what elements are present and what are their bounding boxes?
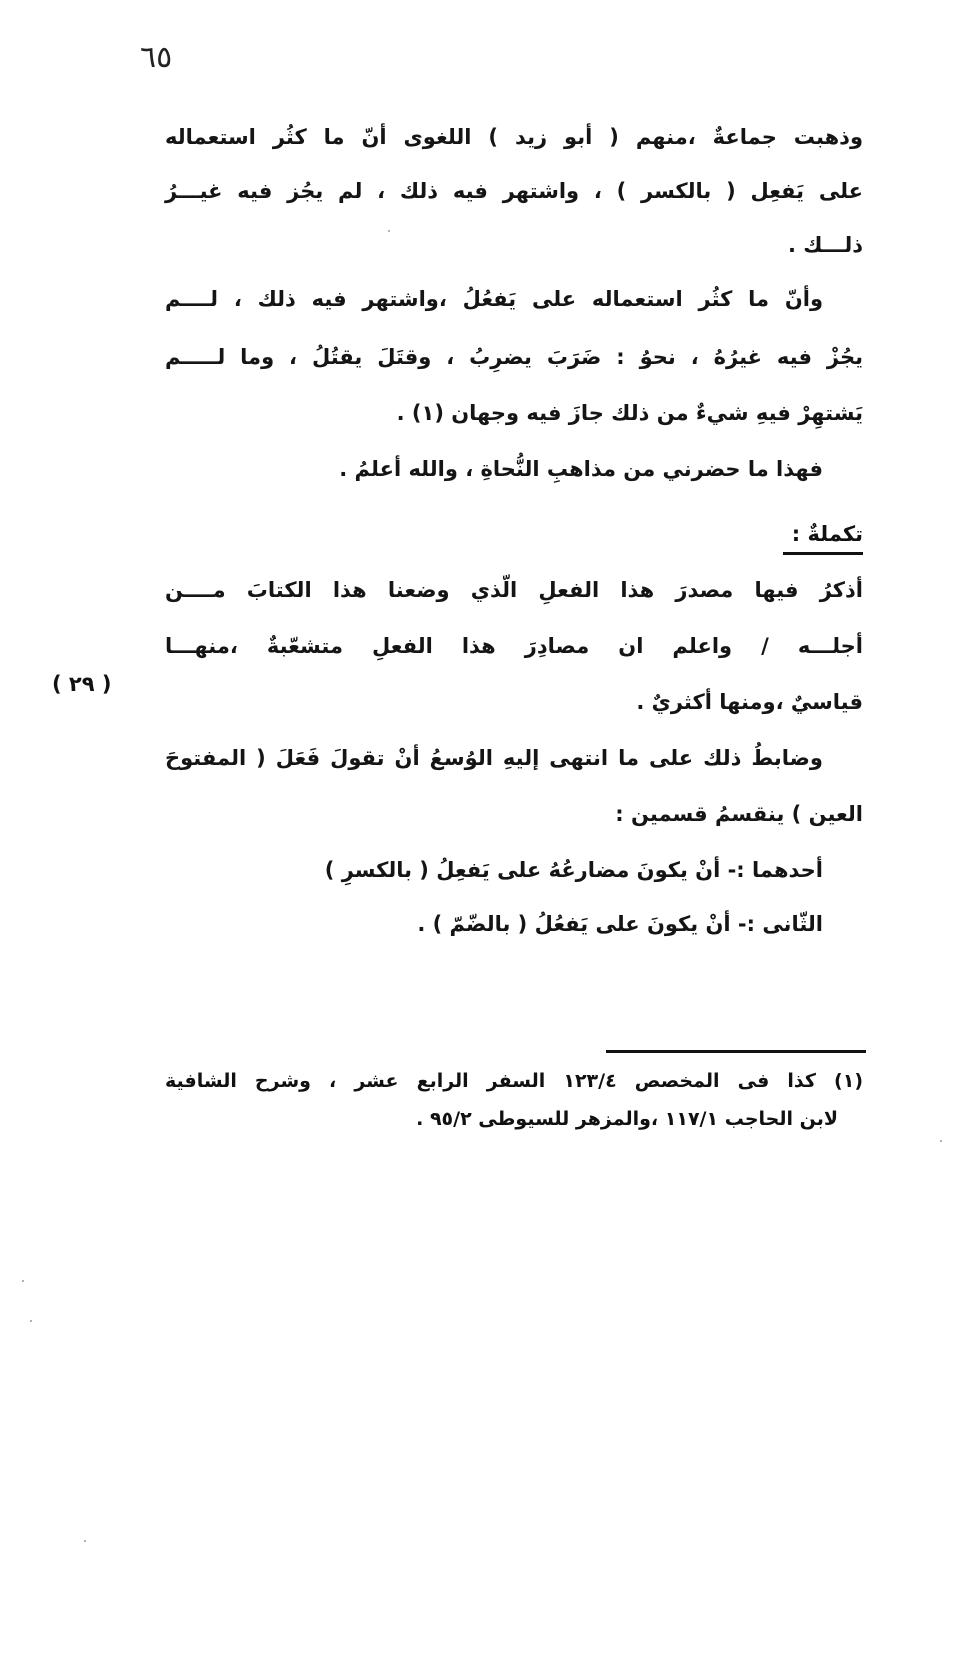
scan-speck bbox=[940, 1140, 942, 1142]
scan-speck bbox=[84, 1540, 86, 1542]
section-heading: تكملةٌ : bbox=[783, 522, 863, 555]
page-number: ٦٥ bbox=[140, 40, 173, 75]
text-line-1: وذهبت جماعةٌ ،منهم ( أبو زيد ) اللغوى أنّ ما كثُر استعماله bbox=[165, 125, 863, 149]
text-line-8: أذكرُ فيها مصدرَ هذا الفعلِ الّذي وضعنا هذا الكتابَ مــــن bbox=[165, 578, 863, 602]
scan-speck bbox=[22, 1280, 24, 1282]
text-line-12: العين ) ينقسمُ قسمين : bbox=[615, 802, 863, 826]
margin-reference: ( ٢٩ ) bbox=[52, 672, 112, 696]
text-line-6: يَشتهِرْ فيهِ شيءٌ من ذلك جازَ فيه وجهان (١) . bbox=[396, 401, 863, 425]
footnote-line-2: لابن الحاجب ١١٧/١ ،والمزهر للسيوطى ٩٥/٢ . bbox=[416, 1108, 838, 1130]
text-line-2: على يَفعِل ( بالكسر ) ، واشتهر فيه ذلك ، لم يجُز فيه غيـــرُ bbox=[165, 179, 863, 203]
scan-speck bbox=[388, 230, 390, 232]
text-line-5: يجُزْ فيه غيرُهُ ، نحوُ : ضَرَبَ يضرِبُ ، وقتَلَ يقتُلُ ، وما لـــــم bbox=[165, 345, 863, 369]
text-line-10: قياسيٌ ،ومنها أكثريٌ . bbox=[636, 690, 863, 714]
text-line-11: وضابطُ ذلك على ما انتهى إليهِ الوُسعُ أنْ تقولَ فَعَلَ ( المفتوحَ bbox=[165, 746, 823, 770]
text-line-9: أجلـــه / واعلم ان مصادِرَ هذا الفعلِ متشعّبةٌ ،منهـــا bbox=[165, 634, 863, 658]
footnote-separator bbox=[606, 1050, 866, 1053]
text-line-14: الثّانى :- أنْ يكونَ على يَفعُلُ ( بالضّمّ ) . bbox=[417, 912, 823, 936]
text-line-4: وأنّ ما كثُر استعماله على يَفعُلُ ،واشتهر فيه ذلك ، لــــم bbox=[165, 287, 823, 311]
text-line-3: ذلـــك . bbox=[787, 233, 863, 257]
scan-speck bbox=[30, 1320, 32, 1322]
text-line-13: أحدهما :- أنْ يكونَ مضارعُهُ على يَفعِلُ ( بالكسرِ ) bbox=[324, 858, 823, 882]
footnote-line-1: (١) كذا فى المخصص ١٢٣/٤ السفر الرابع عشر ، وشرح الشافية bbox=[165, 1070, 863, 1092]
text-line-7: فهذا ما حضرني من مذاهبِ النُّحاةِ ، والله أعلمُ . bbox=[339, 457, 823, 481]
